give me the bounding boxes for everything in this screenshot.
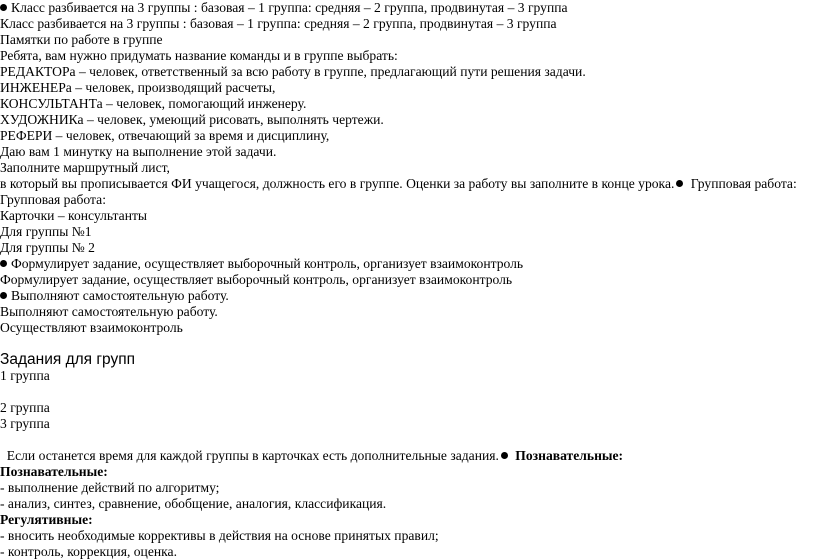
text-line-7: КОНСУЛЬТАНТа – человек, помогающий инженеру. — [0, 96, 307, 111]
text-line-18: Формулирует задание, осуществляет выборочный контроль, организует взаимоконтроль — [0, 272, 513, 287]
bullet-icon — [0, 260, 7, 267]
bullet-icon — [501, 452, 508, 459]
text-line-20: Выполняют самостоятельную работу. — [0, 304, 218, 319]
bullet-line-17: Формулирует задание, осуществляет выборочный контроль, организует взаимоконтроль — [0, 256, 523, 272]
text-line-9: РЕФЕРИ – человек, отвечающий за время и дисциплину, — [0, 128, 330, 143]
text-line-8: ХУДОЖНИКа – человек, умеющий рисовать, выполнять чертежи. — [0, 112, 384, 127]
text-line-13: Групповая работа: — [0, 192, 106, 207]
text-line-26: Если останется время для каждой группы в карточках есть дополнительные задания. Познавательные: — [0, 448, 624, 463]
text-line-29: - анализ, синтез, сравнение, обобщение, аналогия, классификация. — [0, 496, 387, 511]
text-line-10: Даю вам 1 минутку на выполнение этой задачи. — [0, 144, 277, 159]
text-line-16: Для группы № 2 — [0, 240, 95, 255]
text-line-31: - вносить необходимые коррективы в действия на основе принятых правил; — [0, 528, 439, 543]
text-line-21: Осуществляют взаимоконтроль — [0, 320, 183, 335]
text-line-23: 1 группа — [0, 368, 50, 383]
text-line-30: Регулятивные: — [0, 512, 93, 527]
text-line-14: Карточки – консультанты — [0, 208, 148, 223]
text-line-6: ИНЖЕНЕРа – человек, производящий расчеты, — [0, 80, 276, 95]
bullet-line-19: Выполняют самостоятельную работу. — [0, 288, 229, 304]
text-line-24: 2 группа — [0, 400, 50, 415]
text-line-12: в который вы прописывается ФИ учащегося, должность его в группе. Оценки за работу вы заполните в конце урока. Групповая работа: — [0, 176, 797, 191]
text-line-11: Заполните маршрутный лист, — [0, 160, 170, 175]
bullet-icon — [676, 180, 683, 187]
section-heading: Задания для групп — [0, 351, 135, 368]
text-line-27: Познавательные: — [0, 464, 108, 479]
text-line-15: Для группы №1 — [0, 224, 92, 239]
text-line-4: Ребята, вам нужно придумать название команды и в группе выбрать: — [0, 48, 398, 63]
text-line-2: Класс разбивается на 3 группы : базовая – 1 группа: средняя – 2 группа, продвинутая – 3 группа — [0, 16, 557, 31]
text-line-28: - выполнение действий по алгоритму; — [0, 480, 220, 495]
bullet-icon — [0, 4, 7, 11]
bullet-icon — [0, 292, 7, 299]
text-line-3: Памятки по работе в группе — [0, 32, 163, 47]
text-line-32: - контроль, коррекция, оценка. — [0, 544, 177, 559]
text-line-25: 3 группа — [0, 416, 50, 431]
bullet-line-1: Класс разбивается на 3 группы : базовая – 1 группа: средняя – 2 группа, продвинутая – 3 группа — [0, 0, 568, 16]
text-line-5: РЕДАКТОРа – человек, ответственный за всю работу в группе, предлагающий пути решения задачи. — [0, 64, 586, 79]
